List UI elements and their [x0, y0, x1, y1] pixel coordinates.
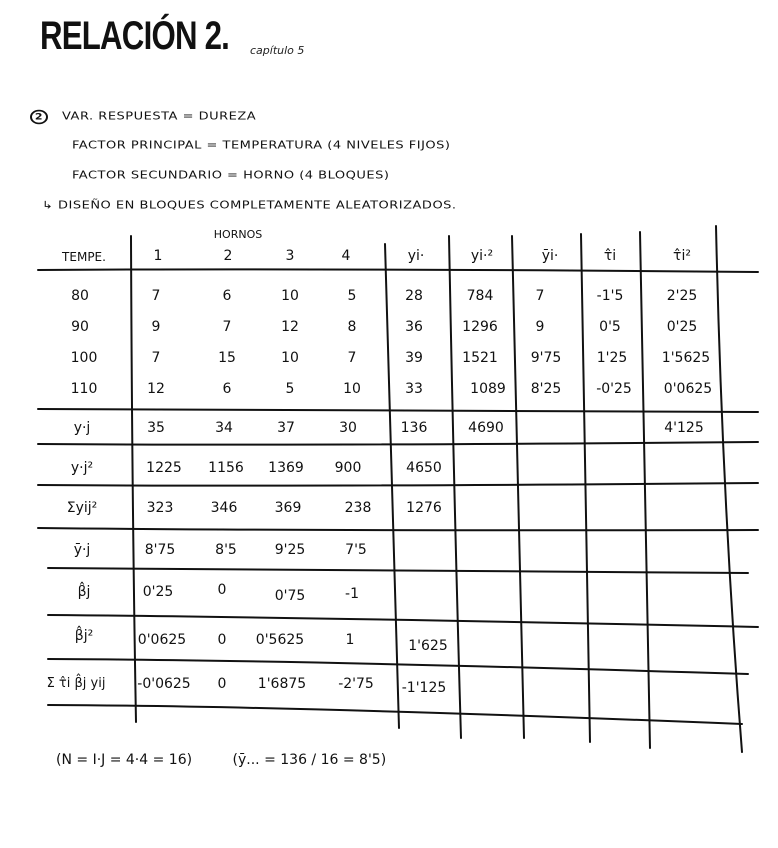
row-header-label: TEMPE. — [62, 250, 106, 264]
group-header-hornos: HORNOS — [213, 228, 263, 241]
chapter-note: capítulo 5 — [250, 44, 305, 57]
col-header-yi: yi· — [407, 248, 425, 264]
page-title: RELACIÓN 2. — [40, 14, 230, 58]
problem-number: 2 — [30, 110, 48, 124]
problem-line-3: FACTOR SECUNDARIO = HORNO (4 BLOQUES) — [72, 169, 390, 182]
col-header-2: 2 — [223, 248, 233, 264]
col-header-tau2: τ̂i² — [673, 248, 691, 264]
col-header-3: 3 — [285, 248, 295, 264]
col-header-tau: τ̂i — [603, 248, 617, 264]
footer-formulas — [56, 752, 422, 768]
problem-line-1: 2 VAR. RESPUESTA = DUREZA — [30, 110, 256, 124]
col-header-4: 4 — [341, 248, 351, 264]
col-header-1: 1 — [153, 248, 163, 264]
mean-formula: (ȳ... = 136 / 16 = 8'5) — [232, 752, 387, 768]
problem-line-4: ↳ DISEÑO EN BLOQUES COMPLETAMENTE ALEATORIZADOS. — [42, 199, 457, 212]
col-header-yi2: yi·² — [470, 248, 494, 264]
problem-line-2: FACTOR PRINCIPAL = TEMPERATURA (4 NIVELES FIJOS) — [72, 139, 451, 152]
n-formula: (N = I·J = 4·4 = 16) — [56, 752, 193, 768]
col-header-ybar-i: ȳi· — [541, 248, 559, 264]
